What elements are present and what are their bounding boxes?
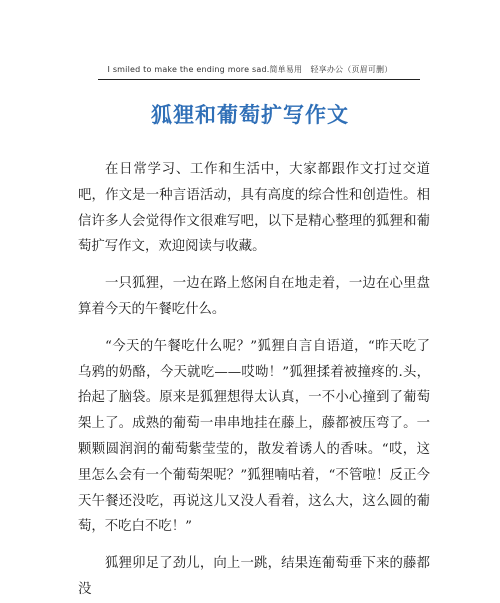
paragraph: “今天的午餐吃什么呢？”狐狸自言自语道，“昨天吃了乌鸦的奶酪，今天就吃——哎呦！”狐狸揉着被撞疼的.头，抬起了脑袋。原来是狐狸想得太认真，一不小心撞到了葡萄架上了。成熟的葡萄一串串地挂在藤上，藤都被压弯了。一颗颗圆润润的葡萄紫莹莹的，散发着诱人的香味。“哎，这里怎么会有一个葡萄架呢？”狐狸喃咕着，“不管啦！反正今天午餐还没吃，再说这儿又没人看着，这么大，这么圆的葡萄，不吃白不吃！” (78, 338, 430, 535)
header-divider (98, 79, 420, 80)
document-body (78, 157, 430, 603)
paragraph: 在日常学习、工作和生活中，大家都跟作文打过交道吧，作文是一种言语活动，具有高度的综合性和创造性。相信许多人会觉得作文很难写吧，以下是精心整理的狐狸和葡萄扩写作文，欢迎阅读与收藏。 (78, 162, 430, 255)
paragraph: 狐狸卯足了劲儿，向上一跳，结果连葡萄垂下来的藤都没 (78, 556, 430, 597)
page-header: I smiled to make the ending more sad.简单易用 轻享办公（页眉可删） (107, 65, 393, 74)
paragraph: 一只狐狸，一边在路上悠闲自在地走着，一边在心里盘算着今天的午餐吃什么。 (78, 276, 430, 317)
document-title: 狐狸和葡萄扩写作文 (151, 103, 349, 127)
